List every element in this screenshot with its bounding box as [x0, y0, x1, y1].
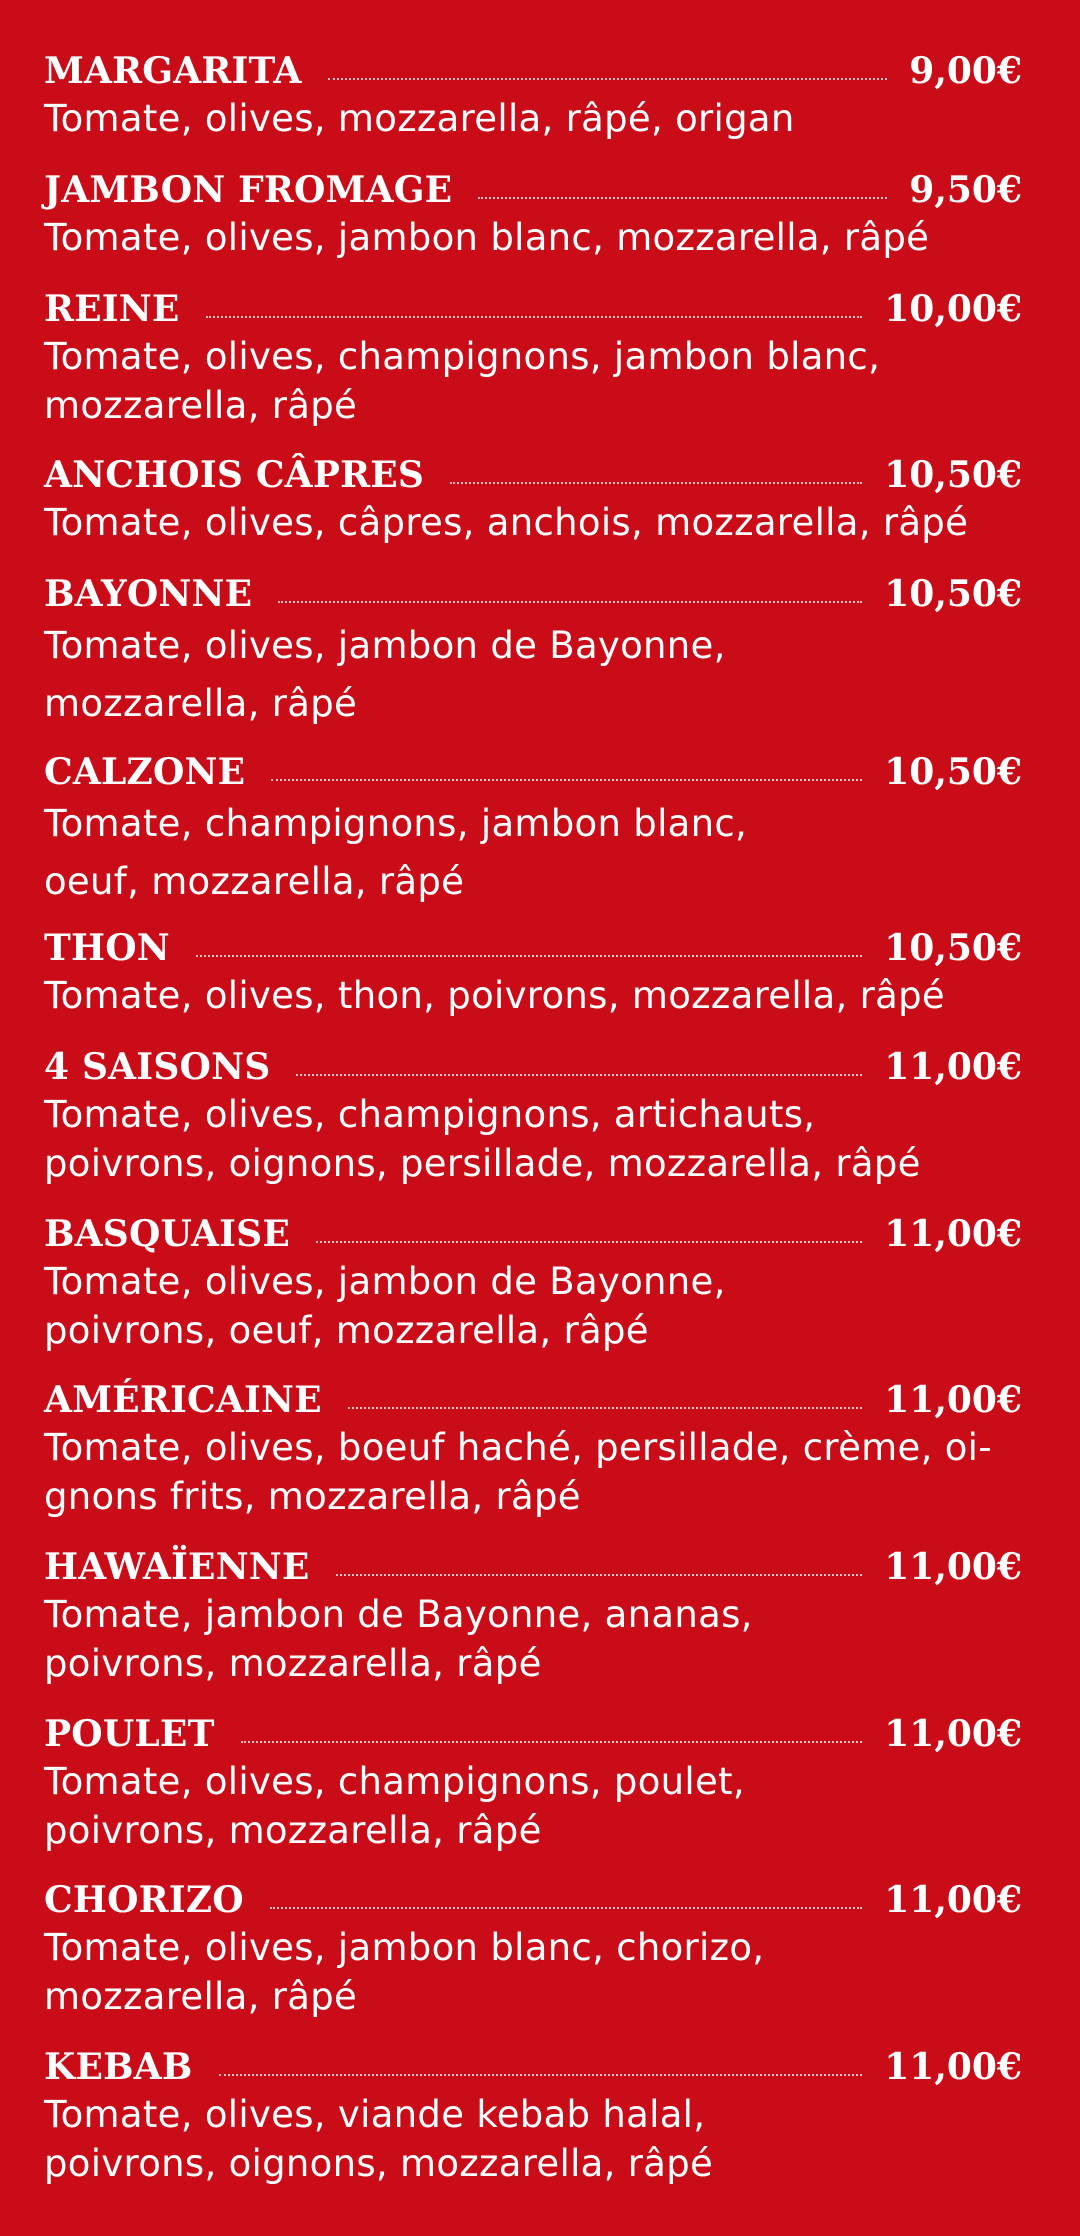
menu-item: [44, 1205, 1022, 1355]
description-line: Tomate, olives, jambon blanc, chorizo,: [44, 1926, 765, 1969]
item-price: 10,50€: [884, 454, 1022, 496]
dotted-leader: [271, 779, 862, 781]
item-description: [44, 1257, 1022, 1355]
description-line: Tomate, jambon de Bayonne, ananas,: [44, 1593, 753, 1636]
item-name: AMÉRICAINE: [44, 1379, 322, 1421]
menu-item: [44, 1538, 1022, 1688]
dotted-leader: [336, 1574, 863, 1576]
item-name: BAYONNE: [44, 573, 253, 615]
menu-item: [44, 446, 1022, 547]
item-price: 11,00€: [884, 2046, 1022, 2088]
item-price: 10,50€: [884, 573, 1022, 615]
item-name: REINE: [44, 288, 180, 330]
menu-item-header: [44, 1038, 1022, 1088]
description-line: oeuf, mozzarella, râpé: [44, 860, 465, 903]
item-name: 4 SAISONS: [44, 1046, 271, 1088]
description-line: Tomate, champignons, jambon blanc,: [44, 802, 748, 845]
item-description: [44, 795, 1022, 911]
description-line: Tomate, olives, mozzarella, râpé, origan: [44, 97, 795, 140]
item-name: CALZONE: [44, 751, 246, 793]
dotted-leader: [219, 2074, 863, 2076]
dotted-leader: [241, 1741, 863, 1743]
dotted-leader: [296, 1074, 862, 1076]
item-name: KEBAB: [44, 2046, 193, 2088]
item-price: 9,50€: [909, 169, 1022, 211]
item-name: CHORIZO: [44, 1879, 244, 1921]
item-description: [44, 213, 1022, 262]
description-line: Tomate, olives, jambon de Bayonne,: [44, 624, 726, 667]
menu-item: [44, 1038, 1022, 1188]
menu-item: [44, 1871, 1022, 2021]
item-price: 9,00€: [909, 50, 1022, 92]
item-price: 11,00€: [884, 1046, 1022, 1088]
item-price: 11,00€: [884, 1546, 1022, 1588]
item-name: MARGARITA: [44, 50, 302, 92]
item-description: [44, 1590, 1022, 1688]
item-price: 11,00€: [884, 1713, 1022, 1755]
menu-item: [44, 42, 1022, 143]
description-line: poivrons, mozzarella, râpé: [44, 1642, 542, 1685]
item-description: [44, 1923, 1022, 2021]
menu-item: [44, 1705, 1022, 1855]
item-description: [44, 498, 1022, 547]
description-line: mozzarella, râpé: [44, 682, 358, 725]
description-line: Tomate, olives, thon, poivrons, mozzarella, râpé: [44, 974, 945, 1017]
description-line: Tomate, olives, champignons, artichauts,: [44, 1093, 816, 1136]
menu-item: [44, 743, 1022, 911]
description-line: Tomate, olives, champignons, jambon blanc,: [44, 335, 881, 378]
menu-item: [44, 919, 1022, 1020]
item-name: THON: [44, 927, 170, 969]
menu-item-header: [44, 1371, 1022, 1421]
description-line: mozzarella, râpé: [44, 384, 358, 427]
menu-item-header: [44, 42, 1022, 92]
item-price: 11,00€: [884, 1879, 1022, 1921]
item-name: ANCHOIS CÂPRES: [44, 454, 425, 496]
item-name: HAWAÏENNE: [44, 1546, 310, 1588]
item-price: 11,00€: [884, 1379, 1022, 1421]
description-line: Tomate, olives, jambon blanc, mozzarella, râpé: [44, 216, 930, 259]
menu-item: [44, 280, 1022, 430]
item-description: [44, 94, 1022, 143]
dotted-leader: [478, 197, 887, 199]
dotted-leader: [316, 1241, 862, 1243]
item-description: [44, 2090, 1022, 2188]
description-line: poivrons, oignons, mozzarella, râpé: [44, 2142, 714, 2185]
item-price: 10,00€: [884, 288, 1022, 330]
menu-item: [44, 2038, 1022, 2188]
dotted-leader: [348, 1407, 862, 1409]
menu-item: [44, 161, 1022, 262]
description-line: poivrons, mozzarella, râpé: [44, 1809, 542, 1852]
item-description: [44, 971, 1022, 1020]
item-price: 10,50€: [884, 927, 1022, 969]
item-description: [44, 1090, 1022, 1188]
item-name: POULET: [44, 1713, 215, 1755]
description-line: Tomate, olives, jambon de Bayonne,: [44, 1260, 726, 1303]
menu-item: [44, 1371, 1022, 1521]
dotted-leader: [196, 955, 862, 957]
dotted-leader: [450, 482, 862, 484]
dotted-leader: [206, 316, 863, 318]
menu-item-header: [44, 280, 1022, 330]
menu-item-header: [44, 446, 1022, 496]
item-name: BASQUAISE: [44, 1213, 291, 1255]
menu-item-header: [44, 161, 1022, 211]
description-line: poivrons, oignons, persillade, mozzarella, râpé: [44, 1142, 921, 1185]
menu-item-header: [44, 919, 1022, 969]
menu-item-header: [44, 565, 1022, 615]
description-line: Tomate, olives, boeuf haché, persillade, crème, oi-: [44, 1426, 992, 1469]
description-line: Tomate, olives, champignons, poulet,: [44, 1760, 745, 1803]
menu-item-header: [44, 1205, 1022, 1255]
menu-item: [44, 565, 1022, 733]
menu-item-header: [44, 1705, 1022, 1755]
description-line: Tomate, olives, câpres, anchois, mozzarella, râpé: [44, 501, 969, 544]
item-description: [44, 617, 1022, 733]
dotted-leader: [328, 78, 888, 80]
menu-item-header: [44, 2038, 1022, 2088]
menu-item-header: [44, 743, 1022, 793]
description-line: mozzarella, râpé: [44, 1975, 358, 2018]
item-description: [44, 332, 1022, 430]
item-name: JAMBON FROMAGE: [44, 169, 453, 211]
menu-item-header: [44, 1871, 1022, 1921]
description-line: Tomate, olives, viande kebab halal,: [44, 2093, 706, 2136]
menu-item-header: [44, 1538, 1022, 1588]
dotted-leader: [270, 1907, 862, 1909]
item-description: [44, 1757, 1022, 1855]
item-price: 10,50€: [884, 751, 1022, 793]
item-price: 11,00€: [884, 1213, 1022, 1255]
item-description: [44, 1423, 1022, 1521]
description-line: gnons frits, mozzarella, râpé: [44, 1475, 581, 1518]
description-line: poivrons, oeuf, mozzarella, râpé: [44, 1309, 649, 1352]
dotted-leader: [278, 601, 862, 603]
